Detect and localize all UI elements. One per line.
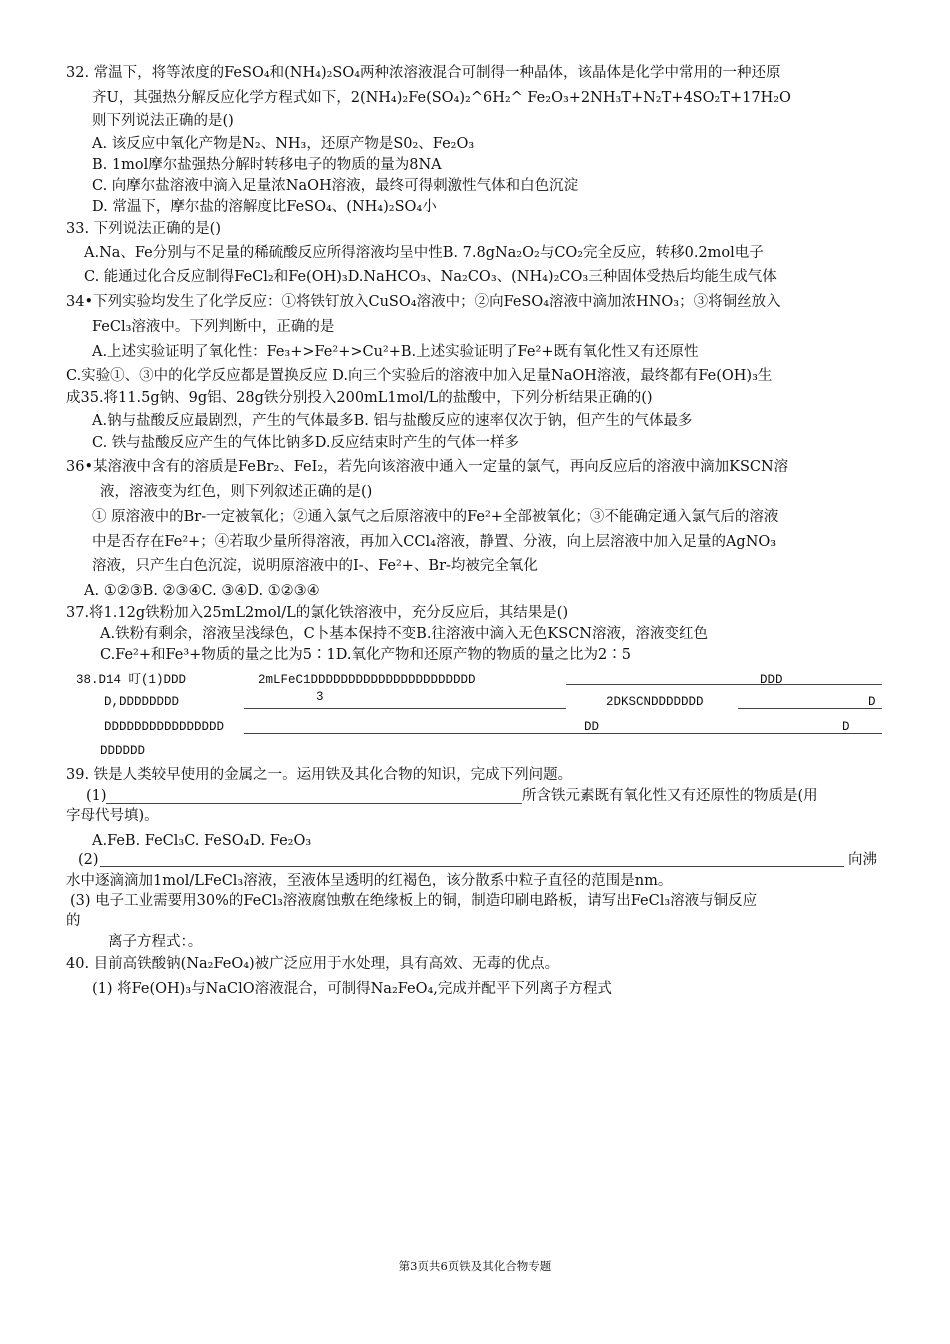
q38-row1-label: 38.D14 叮(1)DDD (76, 673, 187, 687)
q38-row4-label: DDDDDD (100, 744, 146, 758)
q35-options-cd: C. 铁与盐酸反应产生的气体比钠多D.反应结束时产生的气体一样多 (92, 435, 520, 451)
q36-statements-line3: 溶液，只产生白色沉淀，说明原溶液中的I-、Fe²+、Br-均被完全氧化 (92, 558, 538, 574)
q39-part2-text: 向沸 (848, 852, 877, 868)
q39-part3-text-cont: 的 (66, 913, 81, 929)
q34-stem-line1: 34•下列实验均发生了化学反应：①将铁钉放入CuSO₄溶液中；②向FeSO₄溶液中滴加浓HNO₃；③将铜丝放入 (66, 294, 781, 310)
page-footer: 第3页共6页铁及其化合物专题 (398, 1259, 552, 1273)
q32-stem-line3: 则下列说法正确的是() (92, 113, 234, 129)
q38-row2-label: D,DDDDDDDD (104, 695, 180, 709)
q32-option-b: B. 1mol摩尔盐强热分解时转移电子的物质的量为8NA (92, 157, 442, 173)
q38-row2-answer-line-right (738, 708, 882, 709)
q36-statements-line2: 中是否存在Fe²+；④若取少量所得溶液，再加入CCl₄溶液，静置、分液，向上层溶液中加入足量的AgNO₃ (92, 534, 777, 550)
q33-options-cd: C. 能通过化合反应制得FeCl₂和Fe(OH)₃D.NaHCO₃、Na₂CO₃、(NH₄)₂CO₃三种固体受热后均能生成气体 (84, 269, 777, 285)
q40-part1-text: (1) 将Fe(OH)₃与NaClO溶液混合，可制得Na₂FeO₄,完成并配平下列离子方程式 (92, 981, 612, 997)
q39-part1-options: A.FeB. FeCl₃C. FeSO₄D. Fe₂O₃ (92, 833, 312, 849)
q34-options-cd: C.实验①、③中的化学反应都是置换反应 D.向三个实验后的溶液中加入足量NaOH溶液，最终都有Fe(OH)₃生 (66, 368, 773, 384)
q36-statements-line1: ① 原溶液中的Br-一定被氧化；②通入氯气之后原溶液中的Fe²+全部被氧化；③不能确定通入氯气后的溶液 (92, 509, 779, 525)
q36-stem-line1: 36•某溶液中含有的溶质是FeBr₂、FeI₂，若先向该溶液中通入一定量的氯气，再向反应后的溶液中滴加KSCN溶 (66, 459, 789, 475)
q35-stem: 成35.将11.5g钠、9g铝、28g铁分别投入200mL1mol/L的盐酸中，下列分析结果正确的() (66, 390, 653, 406)
q38-row1-text: 2mLFeC1DDDDDDDDDDDDDDDDDDDDDD (258, 673, 476, 687)
q32-option-c: C. 向摩尔盐溶液中滴入足量浓NaOH溶液，最终可得刺激性气体和白色沉淀 (92, 178, 579, 194)
q39-part1-answer-line (106, 803, 522, 804)
q38-row2-answer-line-left (244, 708, 566, 709)
q39-part1-text: 所含铁元素既有氧化性又有还原性的物质是(用 (522, 788, 818, 804)
q34-stem-line2: FeCl₃溶液中。下列判断中，正确的是 (92, 319, 335, 335)
q38-row2-text: 2DKSCNDDDDDDD (606, 695, 704, 709)
q38-row2-subscript: 3 (316, 690, 324, 704)
q36-stem-line2: 液，溶液变为红色，则下列叙述正确的是() (100, 484, 373, 500)
q32-stem-line2: 齐U，其强热分解反应化学方程式如下，2(NH₄)₂Fe(SO₄)₂^6H₂^ Fe₂O₃+2NH₃T+N₂T+4SO₂T+17H₂O (92, 90, 791, 106)
q37-options-cd: C.Fe²+和Fe³+物质的量之比为5∶1D.氧化产物和还原产物的物质的量之比为2∶5 (100, 647, 631, 663)
q40-stem: 40. 目前高铁酸钠(Na₂FeO₄)被广泛应用于水处理，具有高效、无毒的优点。 (66, 956, 560, 972)
q37-options-ab: A.铁粉有剩余，溶液呈浅绿色，C卜基本保持不变B.往溶液中滴入无色KSCN溶液，溶液变红色 (100, 626, 708, 642)
q39-part1-text-cont: 字母代号填)。 (66, 808, 159, 824)
q38-row3-text: DD (584, 720, 600, 734)
q39-part3-text: (3) 电子工业需要用30%的FeCl₃溶液腐蚀敷在绝缘板上的铜，制造印刷电路板，请写出FeCl₃溶液与铜反应 (70, 893, 758, 909)
q38-row3-answer-line (244, 733, 882, 734)
q39-part3-prompt: 离子方程式：。 (108, 934, 203, 950)
q33-options-ab: A.Na、Fe分别与不足量的稀硫酸反应所得溶液均呈中性B. 7.8gNa₂O₂与CO₂完全反应，转移0.2mol电子 (84, 245, 764, 261)
q37-stem: 37.将1.12g铁粉加入25mL2mol/L的氯化铁溶液中，充分反应后，其结果是() (66, 605, 569, 621)
q36-options: A. ①②③B. ②③④C. ③④D. ①②③④ (84, 583, 320, 599)
q38-row2-tail: D (868, 695, 876, 709)
q34-options-ab: A.上述实验证明了氧化性：Fe₃+>Fe²+>Cu²+B.上述实验证明了Fe²+既有氧化性又有还原性 (92, 344, 699, 360)
q38-row3-tail: D (842, 720, 850, 734)
q39-part2-answer-line (100, 866, 844, 867)
q32-stem-line1: 32. 常温下，将等浓度的FeSO₄和(NH₄)₂SO₄两种浓溶液混合可制得一种晶体，该晶体是化学中常用的一种还原 (66, 65, 781, 81)
q33-stem: 33. 下列说法正确的是() (66, 221, 221, 237)
q35-options-ab: A.钠与盐酸反应最剧烈，产生的气体最多B. 铝与盐酸反应的速率仅次于钠，但产生的气体最多 (92, 413, 693, 429)
q39-part2-number: (2) (78, 852, 99, 868)
q39-part2-text-cont: 水中逐滴滴加1mol/LFeCl₃溶液，至液体呈透明的红褐色，该分散系中粒子直径的范围是nm。 (66, 873, 673, 889)
q39-part1-number: (1) (86, 788, 107, 804)
q32-option-a: A. 该反应中氧化产物是N₂、NH₃，还原产物是S0₂、Fe₂O₃ (92, 136, 475, 152)
q38-row3-label: DDDDDDDDDDDDDDDD (104, 720, 225, 734)
q38-row1-answer-line (566, 684, 882, 685)
q39-stem: 39. 铁是人类较早使用的金属之一。运用铁及其化合物的知识，完成下列问题。 (66, 767, 573, 783)
q38-row1-tail: DDD (760, 673, 783, 687)
q32-option-d: D. 常温下，摩尔盐的溶解度比FeSO₄、(NH₄)₂SO₄小 (92, 199, 437, 215)
